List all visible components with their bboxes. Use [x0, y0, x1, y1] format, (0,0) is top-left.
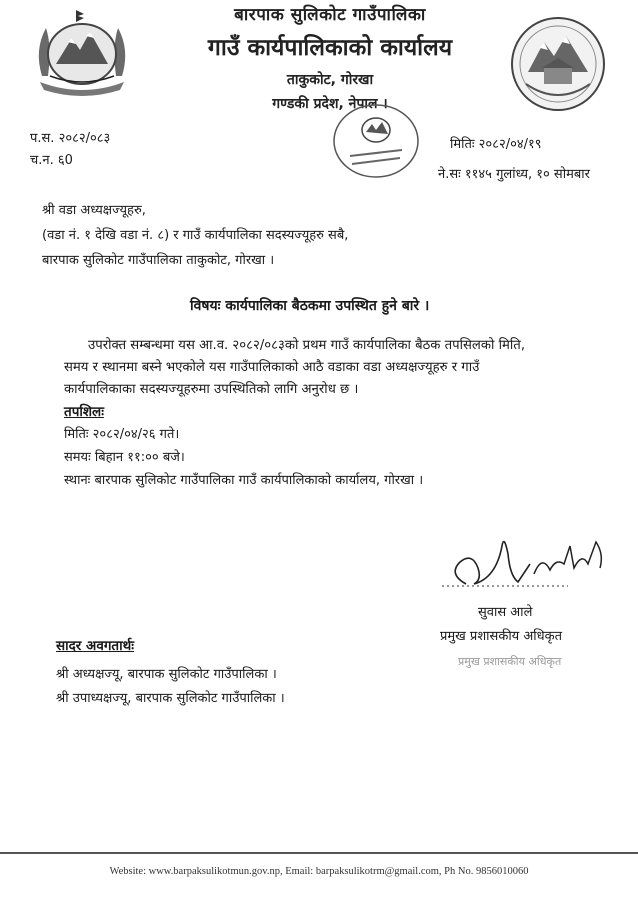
- reference-number: प.स. २०८२/०८३: [30, 131, 111, 146]
- municipality-name: बारपाक सुलिकोट गाउँपालिका: [234, 5, 426, 25]
- letter-date: मितिः २०८२/०४/१९: [450, 137, 542, 152]
- cc-line-2: श्री उपाध्यक्षज्यू, बारपाक सुलिकोट गाउँपालिका ।: [56, 691, 285, 706]
- meeting-time: समयः बिहान ११:०० बजे।: [64, 450, 185, 465]
- body-line-2: समय र स्थानमा बस्ने भएकोले यस गाउँपालिकाको आठै वडाका वडा अध्यक्षज्यूहरु र गाउँ: [64, 360, 480, 375]
- designation-stamp: प्रमुख प्रशासकीय अधिकृत: [458, 655, 562, 668]
- nepal-sambat-date: ने.सः ११४५ गुलांध्य, १० सोमबार: [438, 167, 590, 182]
- footer-contact: Website: www.barpaksulikotmun.gov.np, Email: barpaksulikotrm@gmail.com, Ph No. 9856010060: [109, 866, 529, 877]
- recipient-line-3: बारपाक सुलिकोट गाउँपालिका ताकुकोट, गोरखा ।: [42, 253, 275, 268]
- body-line-1: उपरोक्त सम्बन्धमा यस आ.व. २०८२/०८३को प्रथम गाउँ कार्यपालिका बैठक तपसिलको मिति,: [88, 338, 526, 353]
- cc-line-1: श्री अध्यक्षज्यू, बारपाक सुलिकोट गाउँपालिका ।: [56, 667, 277, 682]
- signatory-name: सुवास आले: [478, 605, 533, 620]
- meeting-date: मितिः २०८२/०४/२६ गते।: [64, 427, 180, 442]
- recipient-line-1: श्री वडा अध्यक्षज्यूहरु,: [42, 203, 146, 218]
- handwritten-signature-icon: [438, 524, 618, 592]
- signatory-title: प्रमुख प्रशासकीय अधिकृत: [440, 629, 563, 644]
- nepal-emblem-icon: [28, 6, 136, 98]
- body-line-3: कार्यपालिकाका सदस्यज्यूहरुमा उपस्थितिको लागि अनुरोध छ ।: [64, 382, 359, 397]
- meeting-place: स्थानः बारपाक सुलिकोट गाउँपालिका गाउँ कार्यपालिकाको कार्यालय, गोरखा ।: [64, 473, 424, 488]
- municipality-logo-icon: [508, 14, 608, 114]
- recipient-line-2: (वडा नं. १ देखि वडा नं. ८) र गाउँ कार्यपालिका सदस्यज्यूहरु सबै,: [42, 228, 349, 243]
- dispatch-number: च.न. ६0: [30, 153, 73, 168]
- cc-heading: सादर अवगतार्थः: [56, 638, 134, 654]
- office-title: गाउँ कार्यपालिकाको कार्यालय: [207, 35, 453, 61]
- office-address: ताकुकोट, गोरखा: [286, 72, 374, 88]
- footer-divider: [0, 852, 638, 854]
- details-heading: तपशिलः: [64, 404, 104, 420]
- letter-subject: विषयः कार्यपालिका बैठकमा उपस्थित हुने बारे ।: [190, 298, 430, 314]
- office-seal-icon: [330, 100, 422, 182]
- province-line: गण्डकी प्रदेश, नेपाल ।: [272, 96, 388, 112]
